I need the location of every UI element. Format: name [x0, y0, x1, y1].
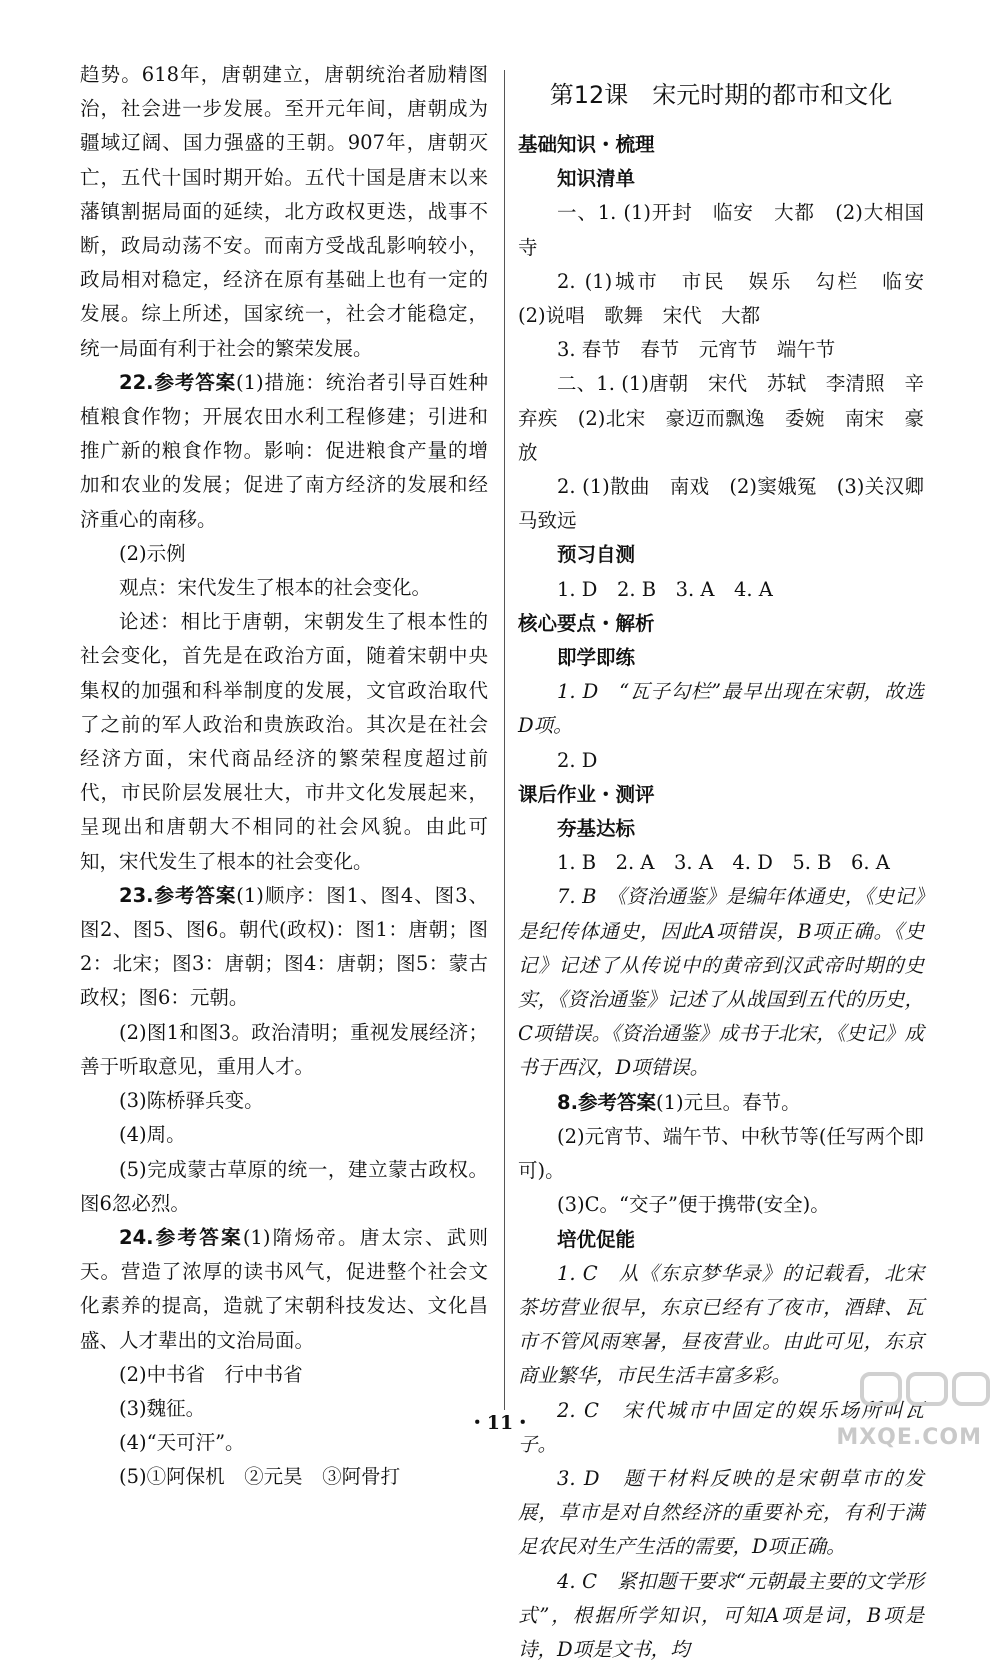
section-core-points: 核心要点・解析: [518, 611, 655, 635]
knowledge-list-2-1: 二、1. (1)唐朝 宋代 苏轼 李清照 辛弃疾 (2)北宋 豪迈而飘逸 委婉 南宋 豪放: [518, 372, 924, 464]
q23-part2: (2)图1和图3。政治清明；重视发展经济；善于听取意见，重用人才。: [80, 1020, 488, 1078]
column-divider: [504, 70, 505, 1410]
q23-part5: (5)完成蒙古草原的统一，建立蒙古政权。图6忽必烈。: [80, 1157, 488, 1215]
q22-answer-label: 参考答案: [153, 370, 237, 394]
knowledge-list-1-2: 2. (1)城市 市民 娱乐 勾栏 临安 (2)说唱 歌舞 宋代 大都: [518, 269, 944, 328]
q22-argument: 论述：相比于唐朝，宋朝发生了根本性的社会变化，首先是在政治方面，随着宋朝中央集权的加强和科举制度的发展，文官政治取代了之前的军人政治和贵族政治。其次是在社会经济方面，宋代商品经济的繁荣程度超过前代，市民阶层发展壮大，市井文化发展起来，呈现出和唐朝大不相同的社会风貌。由此可知，宋代发生了根本的社会变化。: [80, 610, 488, 873]
q24-part2: (2)中书省 行中书省: [119, 1362, 303, 1386]
subsection-foundation: 夯基达标: [557, 817, 636, 841]
knowledge-list-1-3: 3. 春节 春节 元宵节 端午节: [557, 338, 836, 362]
q24-part1-text: (1)隋炀帝。唐太宗、武则天。营造了浓厚的读书风气，促进整个社会文化素养的提高，造就了宋朝科技发达、文化昌盛、人才辈出的文治局面。: [80, 1225, 488, 1352]
improve-answer-3: 3. D 题干材料反映的是宋朝草市的发展，草市是对自然经济的重要补充，有利于满足农民对生产生活的需要，D项正确。: [518, 1466, 924, 1559]
homework-q7: 7. B 《资治通鉴》是编年体通史，《史记》是纪传体通史，因此A项错误，B项正确。《史记》记述了从传说中的黄帝到汉武帝时期的史实，《资治通鉴》记述了从战国到五代的历史，C项错误。《资治通鉴》成书于北宋，《史记》成书于西汉，D项错误。: [518, 885, 924, 1080]
improve-answer-1: 1. C 从《东京梦华录》的记载看，北宋茶坊营业很早，东京已经有了夜市，酒肆、瓦市不管风雨寒暑，昼夜营业。由此可见，东京商业繁华，市民生活丰富多彩。: [518, 1261, 924, 1388]
homework-q8-part3: (3)C。“交子”便于携带(安全)。: [557, 1193, 830, 1217]
subsection-preview-test: 预习自测: [557, 543, 636, 567]
subsection-practice: 即学即练: [557, 646, 636, 670]
lesson-title: 第12课 宋元时期的都市和文化: [549, 81, 893, 109]
q22-answer-part1: [80, 366, 488, 537]
homework-q8-part2: (2)元宵节、端午节、中秋节等(任写两个即可)。: [518, 1124, 924, 1183]
q23-number: 23.: [119, 883, 154, 907]
watermark-logo: [828, 1368, 994, 1454]
homework-q8-part1: [518, 1086, 924, 1120]
q24-part5: (5)①阿保机 ②元昊 ③阿骨打: [119, 1465, 401, 1489]
q23-answer-part1: [80, 879, 488, 1016]
foundation-answers: 1. B 2. A 3. A 4. D 5. B 6. A: [557, 851, 890, 875]
q8-part1-text: (1)元旦。春节。: [656, 1090, 801, 1114]
q24-part3: (3)魏征。: [119, 1396, 206, 1420]
preview-answers: 1. D 2. B 3. A 4. A: [557, 577, 773, 601]
page-number: ・11・: [467, 1412, 533, 1434]
q22-viewpoint: 观点：宋代发生了根本的社会变化。: [119, 576, 432, 600]
q23-part3: (3)陈桥驿兵变。: [119, 1089, 264, 1113]
q24-part4: (4)“天可汗”。: [119, 1431, 245, 1455]
improve-answer-4: 4. C 紧扣题干要求“元朝最主要的文学形式”，根据所学知识，可知A项是词，B项是诗，D项是文书，均: [518, 1569, 924, 1661]
subsection-knowledge-list: 知识清单: [557, 167, 636, 191]
subsection-improve: 培优促能: [557, 1227, 636, 1251]
q8-number: 8.: [557, 1090, 578, 1114]
practice-answer-1: 1. D “瓦子勾栏”最早出现在宋朝，故选D项。: [518, 680, 924, 738]
q23-answer-label: 参考答案: [153, 883, 237, 907]
q24-answer-label: 参考答案: [153, 1225, 243, 1249]
left-column: [80, 58, 488, 1495]
knowledge-list-2-2: 2. (1)散曲 南戏 (2)窦娥冤 (3)关汉卿 马致远: [518, 475, 944, 533]
q22-number: 22.: [119, 370, 154, 394]
section-homework: 课后作业・测评: [518, 782, 655, 806]
improve-answer-2: 2. C 宋代城市中固定的娱乐场所叫瓦子。: [518, 1398, 924, 1456]
watermark-text: MXQE.COM: [836, 1425, 982, 1450]
section-basic-knowledge: 基础知识・梳理: [518, 133, 655, 156]
q21-continuation: 趋势。618年，唐朝建立，唐朝统治者励精图治，社会进一步发展。至开元年间，唐朝成为疆域辽阔、国力强盛的王朝。907年，唐朝灭亡，五代十国时期开始。五代十国是唐末以来藩镇割据局面的延续，北方政权更迭，战事不断，政局动荡不安。而南方受战乱影响较小，政局相对稳定，经济在原有基础上也有一定的发展。综上所述，国家统一，社会才能稳定，统一局面有利于社会的繁荣发展。: [80, 63, 488, 360]
q24-answer-part1: [80, 1221, 488, 1358]
q23-part4: (4)周。: [119, 1123, 186, 1147]
knowledge-list-1-1: 一、1. (1)开封 临安 大都 (2)大相国寺: [518, 201, 924, 259]
q24-number: 24.: [119, 1225, 154, 1249]
practice-answer-2: 2. D: [557, 748, 598, 772]
q22-part1-text: (1)措施：统治者引导百姓种植粮食作物；开展农田水利工程修建；引进和推广新的粮食作物。影响：促进粮食产量的增加和农业的发展；促进了南方经济的发展和经济重心的南移。: [80, 370, 488, 531]
q23-part1-text: (1)顺序：图1、图4、图3、图2、图5、图6。朝代(政权)：图1：唐朝；图2：北宋；图3：唐朝；图4：唐朝；图5：蒙古政权；图6：元朝。: [80, 883, 488, 1010]
q8-answer-label: 参考答案: [577, 1090, 656, 1114]
q22-part2-label: (2)示例: [119, 541, 186, 565]
